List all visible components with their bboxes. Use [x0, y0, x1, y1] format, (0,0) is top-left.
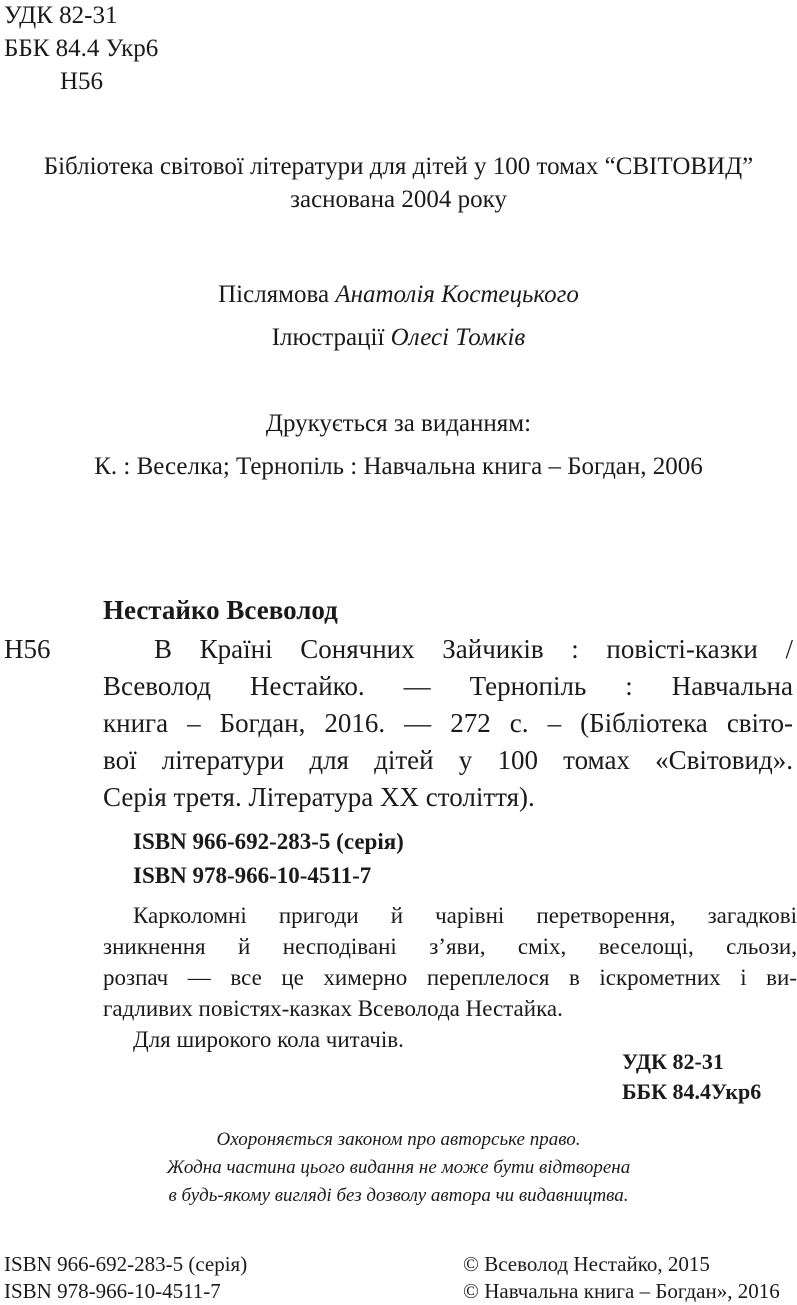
illustrations-name: Олесі Томків	[390, 324, 526, 351]
afterword-credit	[0, 279, 797, 311]
audience-note: Для широкого кола читачів.	[133, 1027, 404, 1052]
legal-notice-line: Жодна частина цього видання не може бути відтворена	[166, 1157, 631, 1178]
catalog-author-sign: Н56	[4, 634, 51, 664]
catalog-isbn-series: ISBN 966-692-283-5 (серія)	[133, 829, 404, 854]
catalog-udk: УДК 82-31	[622, 1049, 724, 1074]
footer-isbn-series: ISBN 966-692-283-5 (серія)	[4, 1252, 248, 1276]
annotation-line: Карколомні пригоди й чарівні перетворення, загадкові	[133, 903, 797, 928]
catalog-description-line: В Країні Сонячних Зайчиків : повісті-казки /	[154, 634, 793, 664]
series-title: Бібліотека світової літератури для дітей у 100 томах “СВІТОВИД”	[43, 153, 754, 180]
catalog-description-line: Всеволод Нестайко. — Тернопіль : Навчальна	[103, 671, 793, 701]
afterword-name: Анатолія Костецького	[335, 281, 579, 308]
catalog-description-line: книга – Богдан, 2016. — 272 с. – (Бібліотека світо-	[103, 708, 793, 738]
legal-notice-line: Охороняється законом про авторське право.	[216, 1129, 581, 1150]
copyright-publisher: © Навчальна книга – Богдан», 2016	[463, 1279, 780, 1303]
catalog-description-line: Серія третя. Література XX століття).	[103, 782, 535, 812]
bbk-code: ББК 84.4 Укр6	[4, 35, 159, 62]
illustrations-credit	[0, 322, 797, 354]
legal-notice-line: в будь-якому вигляді без дозволу автора чи видавництва.	[168, 1185, 629, 1206]
printed-from-label: Друкується за виданням:	[265, 410, 532, 437]
udk-code: УДК 82-31	[4, 2, 118, 29]
afterword-label: Післямова	[218, 281, 330, 308]
illustrations-label: Ілюстрації	[271, 324, 385, 351]
author-sign: Н56	[60, 68, 104, 95]
copyright-author: © Всеволод Нестайко, 2015	[463, 1252, 710, 1276]
printed-from-source: К. : Веселка; Тернопіль : Навчальна книга – Богдан, 2006	[94, 453, 703, 480]
annotation-line: гадливих повістях-казках Всеволода Нестайка.	[103, 996, 563, 1021]
footer-isbn-book: ISBN 978-966-10-4511-7	[4, 1279, 221, 1303]
annotation-line: зникнення й несподівані з’яви, сміх, веселощі, сльози,	[103, 934, 797, 959]
catalog-author-heading: Нестайко Всеволод	[103, 595, 338, 625]
series-founded: заснована 2004 року	[290, 186, 507, 213]
catalog-bbk: ББК 84.4Укр6	[622, 1079, 762, 1104]
annotation-line: розпач — все це химерно переплелося в іскрометних і ви-	[103, 965, 797, 990]
catalog-isbn-book: ISBN 978-966-10-4511-7	[133, 863, 372, 888]
catalog-description-line: вої літератури для дітей у 100 томах «Світовид».	[103, 745, 793, 775]
